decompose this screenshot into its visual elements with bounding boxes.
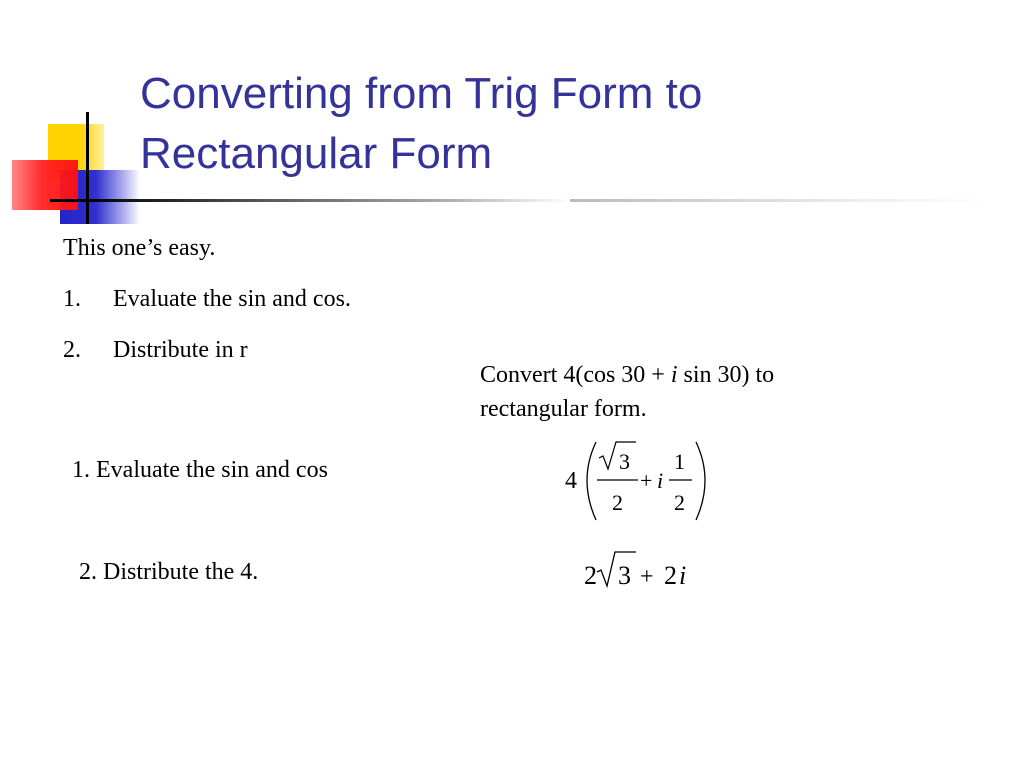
slide-title (140, 64, 1000, 184)
problem-statement (480, 358, 860, 426)
math1-plus: + (640, 468, 653, 493)
math1-numerator-1: 3 (619, 449, 630, 474)
math2-i: i (679, 561, 687, 590)
logo-red-square (12, 160, 78, 210)
math2-plus: + (640, 564, 654, 590)
problem-post: sin 30) to rectangular form. (480, 362, 775, 422)
step-1-number: 1. (63, 286, 81, 312)
math-expression-1 (560, 436, 710, 526)
step-2 (63, 336, 248, 364)
problem-pre: Convert 4(cos 30 + (480, 362, 671, 388)
math2-radicand: 3 (618, 561, 631, 590)
title-divider (50, 199, 570, 202)
math1-denominator-2: 2 (674, 490, 685, 515)
math-expression-2 (580, 546, 710, 592)
step-1 (63, 285, 351, 313)
step-2-number: 2. (63, 337, 81, 363)
problem-italic-i: i (670, 362, 678, 388)
title-line-2: Rectangular Form (140, 129, 493, 178)
math1-coefficient: 4 (565, 468, 577, 494)
sqrt-sign (599, 442, 636, 469)
logo-vertical-line (86, 112, 89, 224)
math1-numerator-2: 1 (674, 449, 685, 474)
intro-text: This one’s easy. (63, 235, 216, 261)
math1-i: i (657, 468, 664, 493)
right-paren (696, 442, 705, 520)
title-divider-fade (570, 199, 990, 202)
math1-denominator-1: 2 (612, 490, 623, 515)
example-step-1: 1. Evaluate the sin and cos (72, 457, 328, 483)
math2-coefficient: 2 (584, 561, 597, 590)
title-line-1: Converting from Trig Form to (140, 69, 703, 118)
example-step-2: 2. Distribute the 4. (79, 559, 259, 585)
math2-coefficient-2: 2 (664, 561, 677, 590)
step-1-text: Evaluate the sin and cos. (113, 286, 351, 312)
step-2-text: Distribute in r (113, 337, 248, 363)
left-paren (587, 442, 596, 520)
